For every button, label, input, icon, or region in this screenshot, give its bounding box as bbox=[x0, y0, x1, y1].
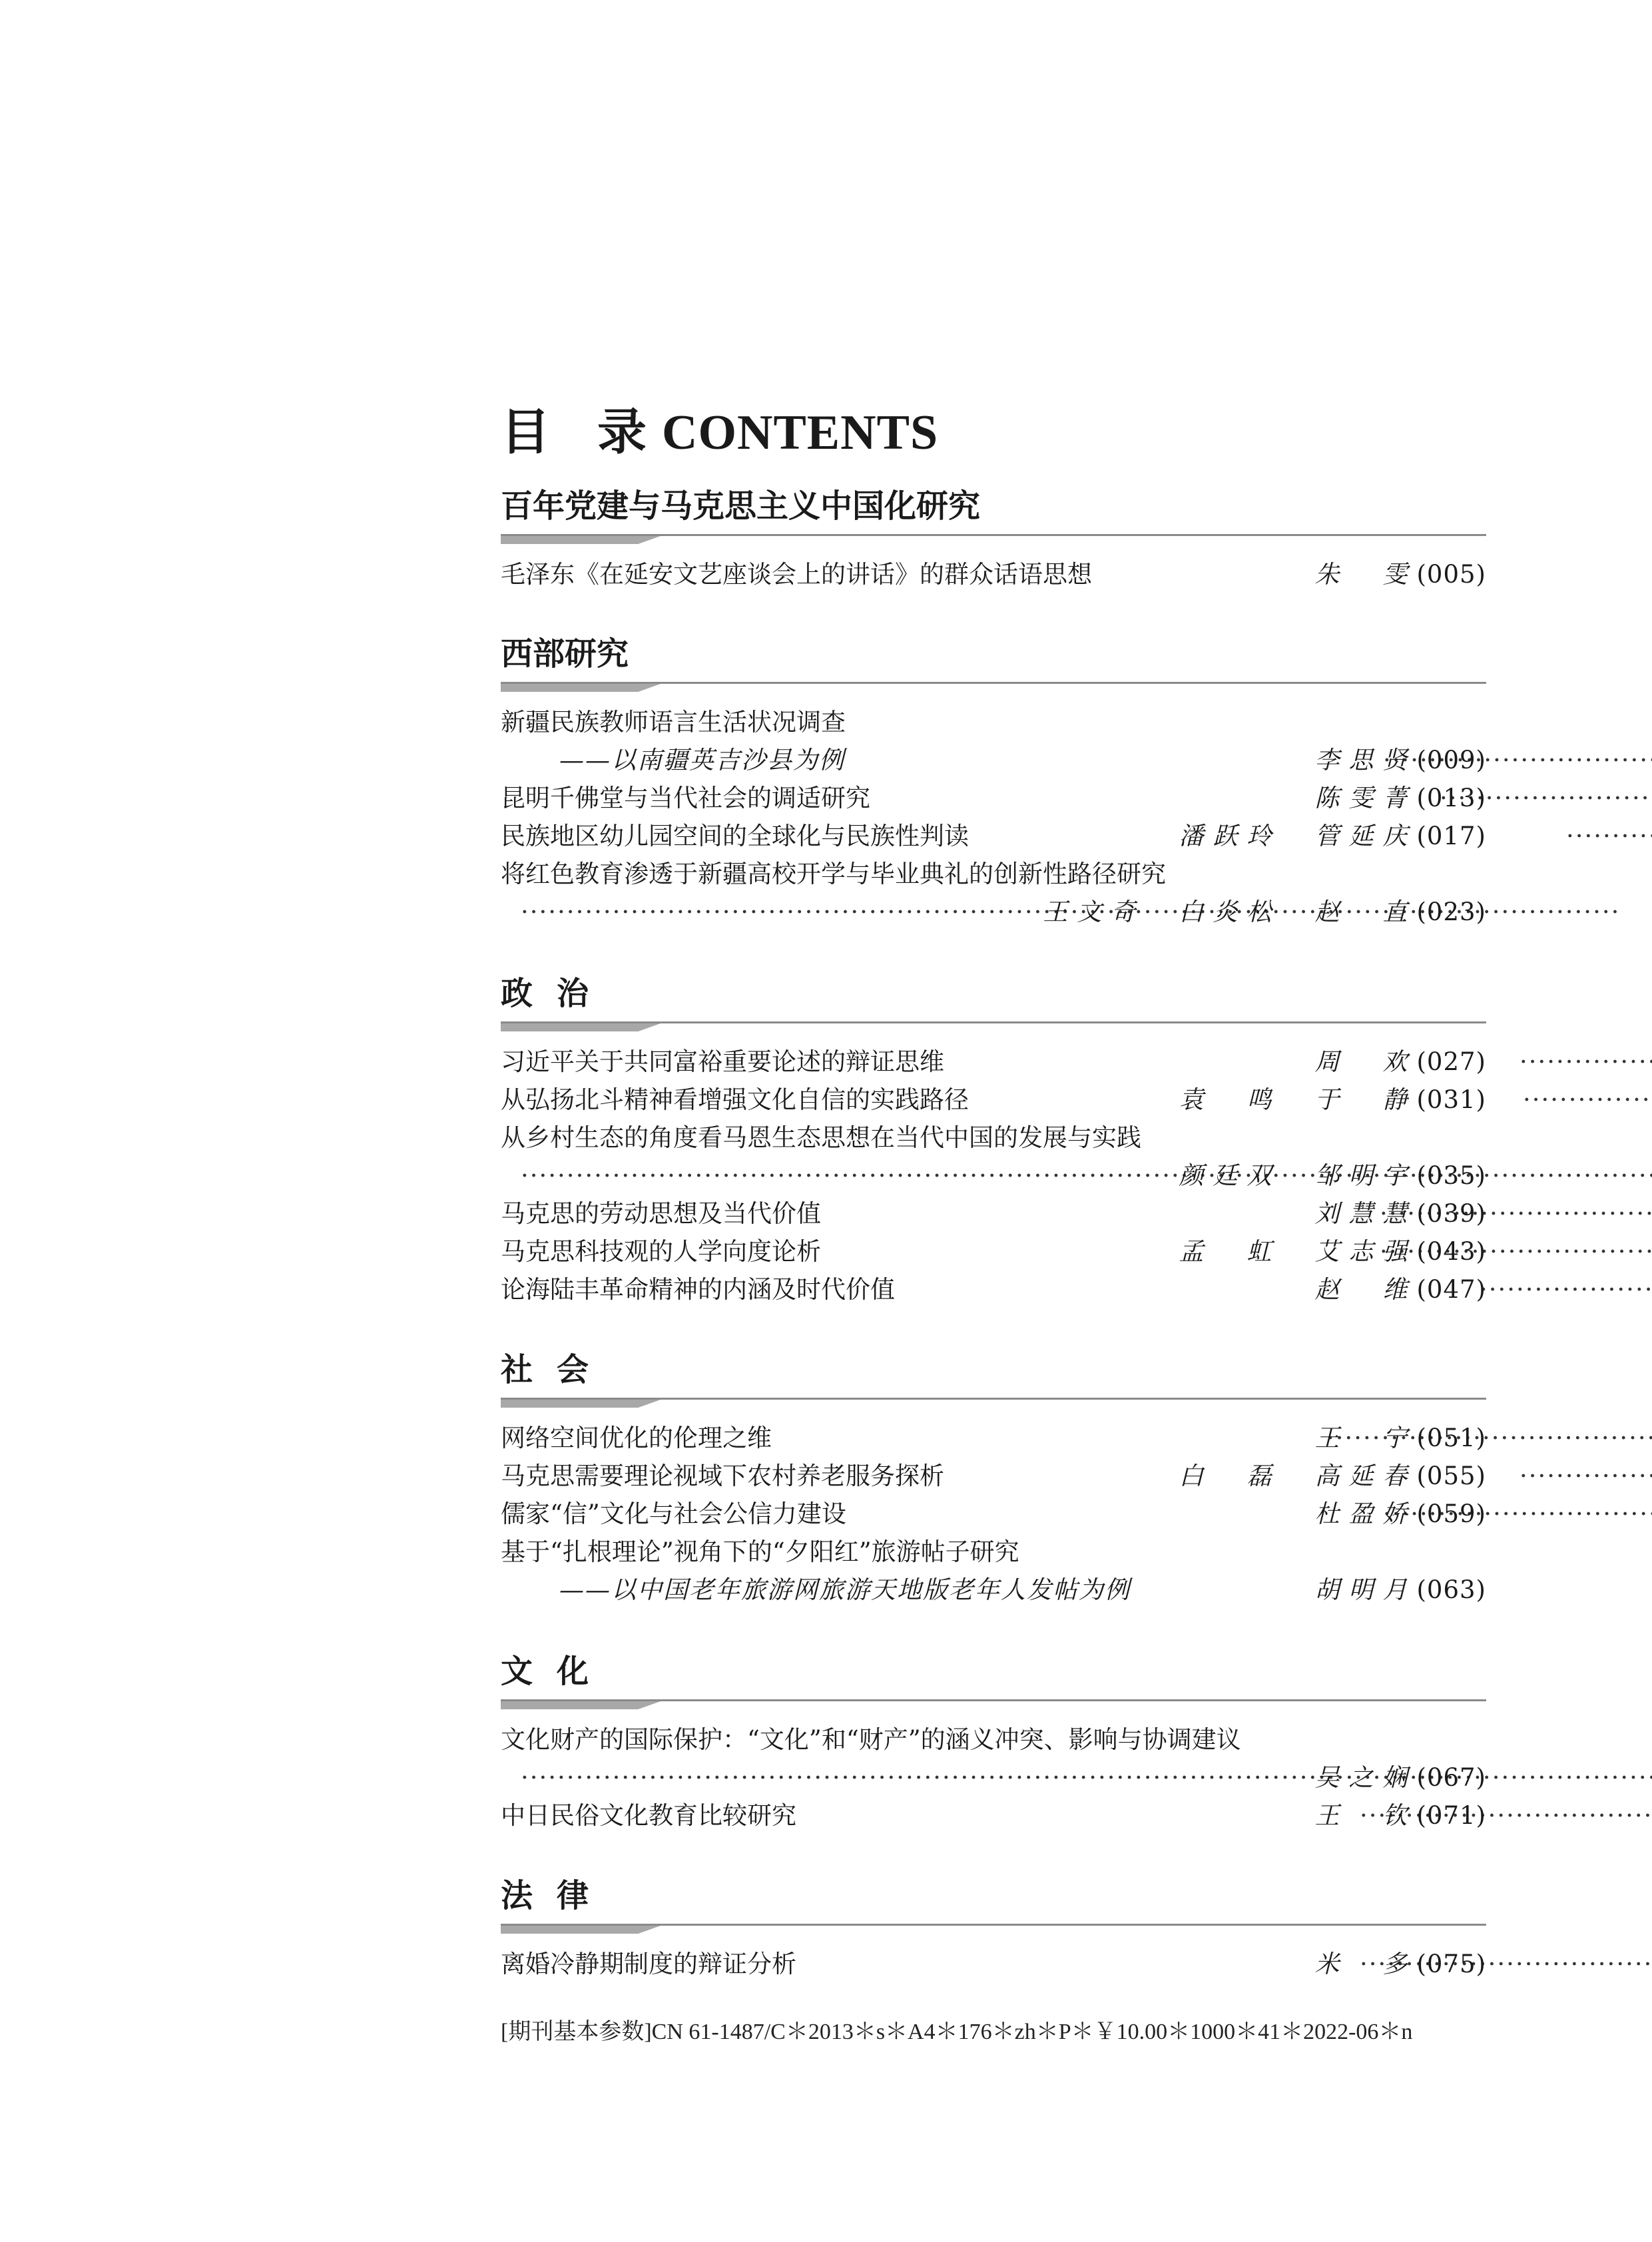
entry-title: 马克思需要理论视域下农村养老服务探析 bbox=[501, 1462, 944, 1490]
entry-subtitle: ——以南疆英吉沙县为例 bbox=[559, 746, 845, 774]
entry-page-number: (059) bbox=[1416, 1500, 1486, 1528]
entry-page-number: (027) bbox=[1416, 1047, 1486, 1076]
entry-page-number: (017) bbox=[1416, 822, 1486, 850]
toc-entry[interactable] bbox=[501, 1233, 1486, 1270]
entry-page-number: (071) bbox=[1416, 1801, 1486, 1830]
entry-author: 朱 雯 bbox=[1314, 560, 1417, 589]
section-heading: 法律 bbox=[501, 1877, 613, 1914]
entry-title: 从弘扬北斗精神看增强文化自信的实践路径 bbox=[501, 1085, 969, 1114]
entry-meta bbox=[1179, 1081, 1487, 1119]
title-mu: 目 bbox=[501, 404, 551, 461]
toc-entry[interactable] bbox=[501, 1457, 1486, 1495]
entry-list bbox=[501, 1945, 1486, 1983]
entry-page-number: (075) bbox=[1416, 1950, 1486, 1978]
entry-meta bbox=[1315, 1759, 1487, 1797]
entry-meta bbox=[1315, 555, 1487, 593]
entry-page-number: (009) bbox=[1416, 746, 1486, 774]
entry-author: 王文奇 白炎松 赵 直 bbox=[1043, 898, 1417, 926]
entry-title: 从乡村生态的角度看马恩生态思想在当代中国的发展与实践 bbox=[501, 1123, 1141, 1152]
entry-title: 中日民俗文化教育比较研究 bbox=[501, 1801, 796, 1830]
entry-meta bbox=[1315, 741, 1487, 779]
leader-dots bbox=[1523, 1081, 1652, 1119]
title-contents: CONTENTS bbox=[662, 406, 939, 460]
toc-entry[interactable] bbox=[501, 1759, 1486, 1797]
leader-dots bbox=[1480, 1270, 1652, 1308]
entry-meta bbox=[1179, 1457, 1487, 1495]
entry-meta bbox=[1179, 817, 1487, 855]
entry-author: 颜廷双 邹明宇 bbox=[1179, 1161, 1417, 1190]
entry-title: 基于“扎根理论”视角下的“夕阳红”旅游帖子研究 bbox=[501, 1538, 1019, 1566]
entry-meta bbox=[1315, 779, 1487, 817]
section-heading: 西部研究 bbox=[501, 635, 629, 673]
journal-parameters: [期刊基本参数]CN 61-1487/C＊2013＊s＊A4＊176＊zh＊P＊￥10.00＊1000＊41＊2022-06＊n bbox=[501, 2020, 1413, 2044]
entry-title: 昆明千佛堂与当代社会的调适研究 bbox=[501, 784, 870, 812]
toc-section bbox=[501, 972, 1486, 1308]
entry-meta bbox=[1179, 1157, 1487, 1195]
toc-section bbox=[501, 1874, 1486, 1983]
entry-author: 吴之娴 bbox=[1314, 1763, 1417, 1792]
entry-meta bbox=[1315, 1270, 1487, 1308]
entry-page-number: (031) bbox=[1416, 1085, 1486, 1114]
entry-author: 李思贤 bbox=[1314, 746, 1417, 774]
entry-title: 论海陆丰革命精神的内涵及时代价值 bbox=[501, 1275, 895, 1304]
leader-dots bbox=[1566, 817, 1652, 855]
entry-title: 文化财产的国际保护：“文化”和“财产”的涵义冲突、影响与协调建议 bbox=[501, 1725, 1241, 1754]
section-heading: 社会 bbox=[501, 1351, 613, 1388]
entry-meta bbox=[1043, 893, 1487, 931]
toc-entry[interactable] bbox=[501, 1270, 1486, 1308]
entry-author: 米 多 bbox=[1314, 1950, 1417, 1978]
entry-meta bbox=[1315, 1797, 1487, 1834]
section-rule bbox=[501, 1398, 1486, 1410]
entry-meta bbox=[1315, 1043, 1487, 1081]
toc-section bbox=[501, 485, 1486, 593]
entry-subtitle: ——以中国老年旅游网旅游天地版老年人发帖为例 bbox=[559, 1575, 1131, 1604]
toc-entry[interactable] bbox=[501, 893, 1486, 931]
entry-meta bbox=[1179, 1233, 1487, 1270]
entry-author: 胡明月 bbox=[1314, 1575, 1417, 1604]
section-rule bbox=[501, 1699, 1486, 1711]
entry-author: 赵 维 bbox=[1314, 1275, 1417, 1304]
section-rule bbox=[501, 1924, 1486, 1936]
entry-title: 新疆民族教师语言生活状况调查 bbox=[501, 708, 846, 736]
entry-page-number: (051) bbox=[1416, 1424, 1486, 1452]
toc-entry[interactable] bbox=[501, 1043, 1486, 1081]
entry-author: 王 宁 bbox=[1314, 1424, 1417, 1452]
section-rule bbox=[501, 534, 1486, 546]
entry-title: 民族地区幼儿园空间的全球化与民族性判读 bbox=[501, 822, 969, 850]
entry-title: 习近平关于共同富裕重要论述的辩证思维 bbox=[501, 1047, 944, 1076]
toc-entry[interactable] bbox=[501, 703, 1486, 741]
entry-meta bbox=[1315, 1571, 1487, 1609]
toc-entry[interactable] bbox=[501, 741, 1486, 779]
entry-title: 将红色教育渗透于新疆高校开学与毕业典礼的创新性路径研究 bbox=[501, 860, 1166, 888]
entry-author: 白 磊 高延春 bbox=[1179, 1462, 1417, 1490]
toc-section bbox=[501, 633, 1486, 931]
toc-entry[interactable] bbox=[501, 855, 1486, 893]
toc-section bbox=[501, 1348, 1486, 1609]
section-heading: 文化 bbox=[501, 1653, 613, 1690]
title-lu: 录 bbox=[597, 404, 647, 461]
toc-entry[interactable] bbox=[501, 555, 1486, 593]
entry-page-number: (039) bbox=[1416, 1199, 1486, 1228]
toc-entry[interactable] bbox=[501, 779, 1486, 817]
entry-author: 袁 鸣 于 静 bbox=[1179, 1085, 1417, 1114]
entry-page-number: (035) bbox=[1416, 1161, 1486, 1190]
entry-author: 陈雯菁 bbox=[1314, 784, 1417, 812]
entry-title: 毛泽东《在延安文艺座谈会上的讲话》的群众话语思想 bbox=[501, 560, 1092, 589]
section-rule bbox=[501, 682, 1486, 694]
entry-meta bbox=[1315, 1419, 1487, 1457]
entry-title: 离婚冷静期制度的辩证分析 bbox=[501, 1950, 796, 1978]
toc-entry[interactable] bbox=[501, 1419, 1486, 1457]
entry-title: 马克思科技观的人学向度论析 bbox=[501, 1237, 821, 1266]
entry-page-number: (005) bbox=[1416, 560, 1486, 589]
entry-author: 潘跃玲 管延庆 bbox=[1179, 822, 1417, 850]
entry-page-number: (043) bbox=[1416, 1237, 1486, 1266]
entry-list bbox=[501, 1043, 1486, 1308]
toc-entry[interactable] bbox=[501, 1721, 1486, 1759]
page-title bbox=[501, 393, 938, 463]
entry-meta bbox=[1315, 1945, 1487, 1983]
entry-list bbox=[501, 703, 1486, 931]
entry-title: 网络空间优化的伦理之维 bbox=[501, 1424, 772, 1452]
entry-page-number: (063) bbox=[1416, 1575, 1486, 1604]
leader-dots bbox=[1519, 1457, 1652, 1495]
entry-author: 周 欢 bbox=[1314, 1047, 1417, 1076]
entry-meta bbox=[1315, 1195, 1487, 1233]
toc-section bbox=[501, 1650, 1486, 1834]
section-rule bbox=[501, 1021, 1486, 1033]
entry-title: 马克思的劳动思想及当代价值 bbox=[501, 1199, 821, 1228]
entry-author: 刘慧慧 bbox=[1314, 1199, 1417, 1228]
entry-author: 杜盈娇 bbox=[1314, 1500, 1417, 1528]
entry-title: 儒家“信”文化与社会公信力建设 bbox=[501, 1500, 846, 1528]
toc-entry[interactable] bbox=[501, 1119, 1486, 1157]
entry-author: 孟 虹 艾志强 bbox=[1179, 1237, 1417, 1266]
entry-meta bbox=[1315, 1495, 1487, 1533]
toc-entry[interactable] bbox=[501, 1571, 1486, 1609]
toc-entry[interactable] bbox=[501, 1945, 1486, 1983]
entry-list bbox=[501, 555, 1486, 593]
toc-entry[interactable] bbox=[501, 1081, 1486, 1119]
toc-entry[interactable] bbox=[501, 1157, 1486, 1195]
leader-dots bbox=[1519, 1043, 1652, 1081]
entry-page-number: (055) bbox=[1416, 1462, 1486, 1490]
section-heading: 百年党建与马克思主义中国化研究 bbox=[501, 487, 981, 525]
entry-page-number: (023) bbox=[1416, 898, 1486, 926]
toc-entry[interactable] bbox=[501, 1195, 1486, 1233]
toc-entry[interactable] bbox=[501, 817, 1486, 855]
toc-entry[interactable] bbox=[501, 1495, 1486, 1533]
toc-entry[interactable] bbox=[501, 1533, 1486, 1571]
entry-page-number: (013) bbox=[1416, 784, 1486, 812]
entry-page-number: (047) bbox=[1416, 1275, 1486, 1304]
section-heading: 政治 bbox=[501, 975, 613, 1012]
entry-page-number: (067) bbox=[1416, 1763, 1486, 1792]
entry-list bbox=[501, 1721, 1486, 1834]
toc-entry[interactable] bbox=[501, 1797, 1486, 1834]
entry-list bbox=[501, 1419, 1486, 1609]
entry-author: 王 钦 bbox=[1314, 1801, 1417, 1830]
